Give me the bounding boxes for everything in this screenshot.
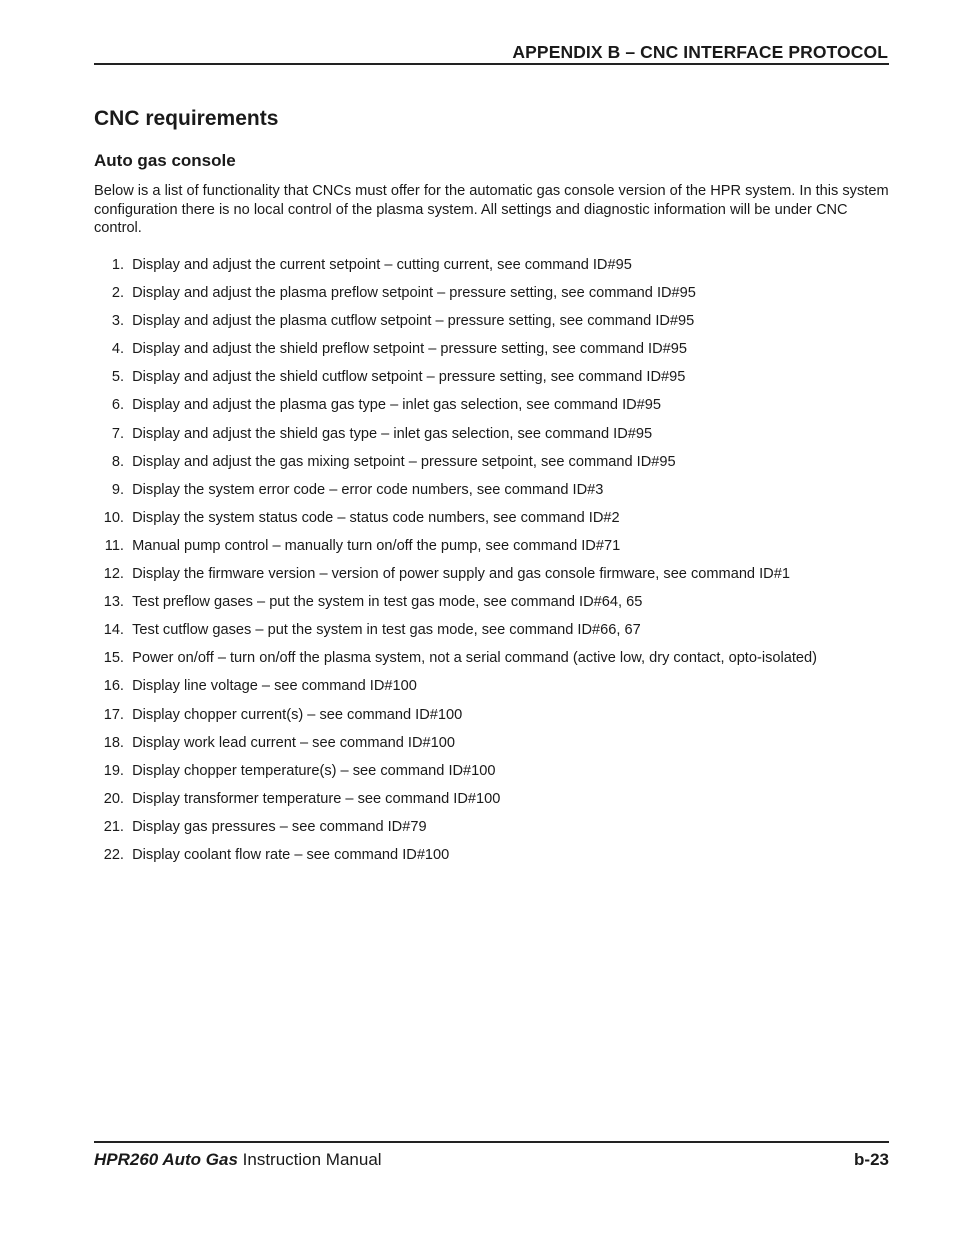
list-item-text: Display and adjust the gas mixing setpoint – pressure setpoint, see command ID#95 [132, 453, 676, 470]
list-item-text: Test preflow gases – put the system in test gas mode, see command ID#64, 65 [132, 594, 643, 611]
list-item-number: 8. [111, 453, 124, 470]
footer-rule [94, 1141, 889, 1143]
list-item-number: 17. [103, 706, 124, 723]
list-item [94, 846, 894, 874]
list-item-text: Display and adjust the plasma gas type – inlet gas selection, see command ID#95 [132, 397, 662, 414]
list-item-number: 1. [111, 257, 124, 273]
list-item-text: Display and adjust the shield cutflow setpoint – pressure setting, see command ID#95 [132, 369, 686, 386]
list-item [94, 790, 894, 818]
list-item [94, 706, 894, 734]
list-item [94, 284, 894, 312]
list-item [94, 649, 894, 677]
list-item [94, 256, 894, 284]
list-item-number: 11. [104, 537, 124, 554]
list-item-text: Display and adjust the shield preflow setpoint – pressure setting, see command ID#95 [132, 341, 687, 358]
list-item [94, 734, 894, 762]
list-item [94, 677, 894, 705]
list-item-text: Display gas pressures – see command ID#79 [132, 818, 427, 835]
list-item-number: 13. [103, 594, 124, 611]
list-item-text: Display the system error code – error code numbers, see command ID#3 [132, 481, 604, 498]
list-item-number: 5. [111, 369, 124, 386]
list-item [94, 537, 894, 565]
list-item-number: 18. [103, 734, 124, 751]
list-item [94, 425, 894, 453]
list-item-text: Display and adjust the current setpoint – cutting current, see command ID#95 [132, 257, 632, 273]
requirements-list [94, 256, 894, 874]
list-item-text: Display coolant flow rate – see command ID#100 [132, 846, 450, 863]
page-number: b-23 [854, 1150, 889, 1169]
list-item-number: 14. [103, 622, 124, 639]
list-item-number: 19. [103, 762, 124, 779]
list-item [94, 509, 894, 537]
list-item-text: Display the firmware version – version of power supply and gas console firmware, see command ID#1 [132, 566, 790, 583]
list-item [94, 621, 894, 649]
footer-manual-title [94, 1150, 382, 1170]
list-item-number: 2. [111, 285, 124, 302]
footer-doc-type: Instruction Manual [237, 1150, 382, 1169]
list-item-number: 20. [103, 790, 124, 807]
list-item [94, 481, 894, 509]
list-item-number: 6. [111, 397, 124, 414]
list-item-text: Power on/off – turn on/off the plasma system, not a serial command (active low, dry contact, opto-isolated) [132, 650, 818, 667]
list-item-text: Display and adjust the shield gas type – inlet gas selection, see command ID#95 [132, 425, 653, 442]
list-item-number: 15. [103, 650, 124, 667]
page-header-title: APPENDIX B – CNC INTERFACE PROTOCOL [512, 42, 888, 62]
list-item [94, 593, 894, 621]
section-title: CNC requirements [94, 107, 279, 130]
list-item-number: 12. [103, 566, 124, 583]
list-item-text: Display line voltage – see command ID#100 [132, 678, 417, 695]
list-item-text: Display and adjust the plasma cutflow setpoint – pressure setting, see command ID#95 [132, 313, 695, 330]
list-item-text: Display work lead current – see command ID#100 [132, 734, 455, 751]
list-item-text: Display transformer temperature – see command ID#100 [132, 790, 501, 807]
list-item-number: 10. [103, 509, 124, 526]
intro-paragraph: Below is a list of functionality that CNCs must offer for the automatic gas console version of the HPR system. In this system configuration there is no local control of the plasma system. All settings and diagnostic information will be under CNC control. [94, 183, 889, 236]
list-item-number: 4. [111, 341, 124, 358]
list-item-text: Manual pump control – manually turn on/off the pump, see command ID#71 [132, 537, 621, 554]
list-item-number: 3. [111, 313, 124, 330]
list-item-text: Display chopper temperature(s) – see command ID#100 [132, 762, 496, 779]
list-item-number: 22. [103, 846, 124, 863]
list-item [94, 312, 894, 340]
list-item [94, 340, 894, 368]
header-rule [94, 63, 889, 65]
list-item [94, 453, 894, 481]
list-item [94, 396, 894, 424]
footer-product-name: HPR260 Auto Gas [94, 1150, 238, 1169]
list-item-number: 9. [111, 481, 124, 498]
list-item-text: Display chopper current(s) – see command ID#100 [132, 706, 463, 723]
section-subtitle: Auto gas console [94, 151, 236, 170]
list-item [94, 368, 894, 396]
list-item-number: 16. [103, 678, 124, 695]
list-item-text: Display the system status code – status code numbers, see command ID#2 [132, 509, 620, 526]
list-item-text: Test cutflow gases – put the system in test gas mode, see command ID#66, 67 [132, 622, 641, 639]
list-item-number: 7. [111, 425, 124, 442]
list-item [94, 565, 894, 593]
list-item [94, 818, 894, 846]
list-item-text: Display and adjust the plasma preflow setpoint – pressure setting, see command ID#95 [132, 285, 696, 302]
list-item [94, 762, 894, 790]
list-item-number: 21. [103, 818, 124, 835]
